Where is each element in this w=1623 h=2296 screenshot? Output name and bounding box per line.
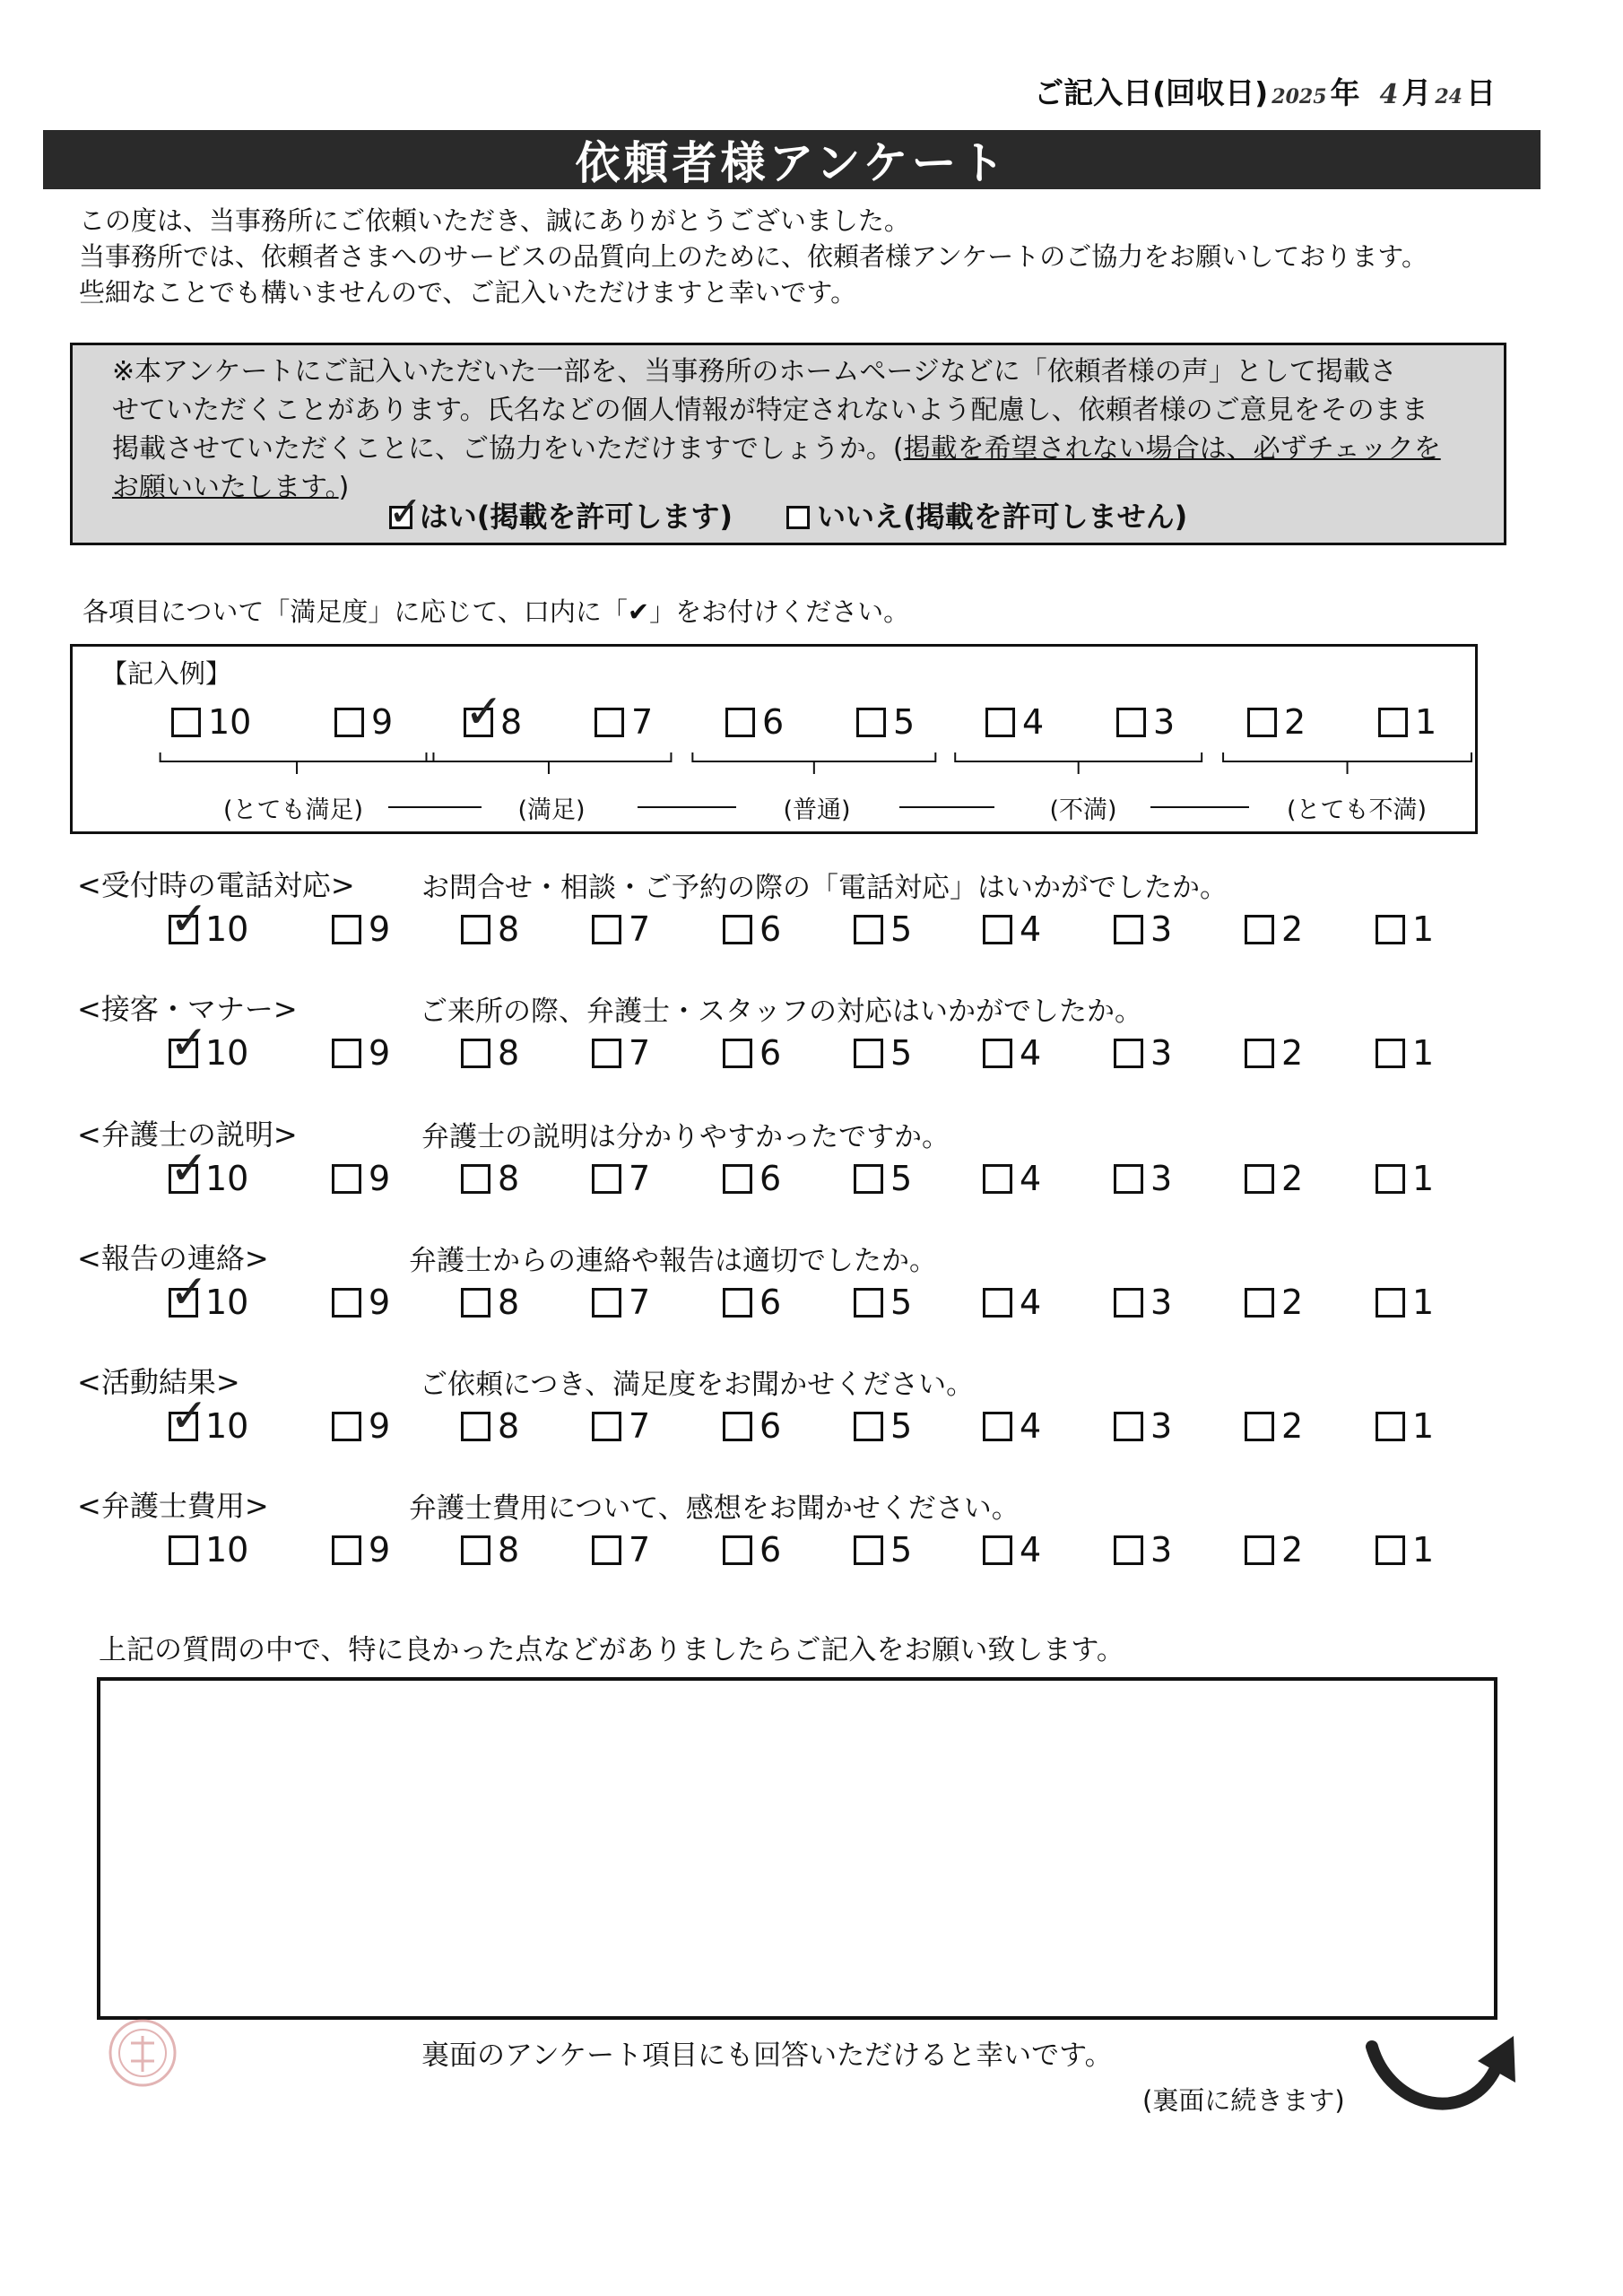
checkbox-icon[interactable]	[983, 1039, 1012, 1068]
rating-option-10[interactable]	[169, 1530, 248, 1570]
rating-option-label: 8	[500, 702, 523, 742]
rating-option-4[interactable]	[983, 1406, 1041, 1446]
checkbox-icon[interactable]	[723, 915, 752, 944]
notice-underlined-text: お願いいたします。	[112, 472, 339, 503]
rating-option-4[interactable]	[985, 702, 1044, 742]
rating-option-label: 4	[1020, 1159, 1042, 1198]
rating-option-2[interactable]	[1245, 1033, 1303, 1073]
rating-option-5[interactable]	[854, 1159, 912, 1198]
rating-option-label: 7	[629, 1159, 651, 1198]
checkbox-icon[interactable]	[1376, 1039, 1405, 1068]
example-title: 【記入例】	[101, 658, 232, 689]
rating-option-label: 4	[1020, 1033, 1042, 1073]
rating-option-label: 4	[1020, 1530, 1042, 1570]
checkbox-icon[interactable]	[723, 1164, 752, 1194]
rating-option-10[interactable]	[169, 1388, 249, 1446]
rating-option-6[interactable]	[723, 1033, 781, 1073]
rating-option-2[interactable]	[1245, 1406, 1303, 1446]
publication-consent-box	[70, 343, 1506, 545]
rating-option-label: 7	[631, 702, 654, 742]
rating-option-3[interactable]	[1114, 909, 1172, 949]
checkbox-icon[interactable]	[1245, 1039, 1274, 1068]
checkbox-icon[interactable]	[332, 1164, 361, 1194]
rating-option-label: 10	[205, 909, 249, 949]
checkbox-icon[interactable]	[1114, 1288, 1143, 1318]
rating-option-label: 2	[1281, 1283, 1304, 1322]
checkmark-icon: ✓	[169, 1388, 209, 1443]
continue-note: (裏面に続きます)	[1142, 2085, 1345, 2116]
checkbox-icon[interactable]	[1114, 1535, 1143, 1565]
day-value[interactable]: 24	[1435, 85, 1462, 109]
rating-option-3[interactable]	[1114, 1159, 1172, 1198]
comment-textarea[interactable]	[97, 1677, 1497, 2020]
rating-option-3[interactable]	[1116, 702, 1175, 742]
rating-option-3[interactable]	[1114, 1283, 1172, 1322]
rating-option-1[interactable]	[1376, 909, 1434, 949]
checkbox-icon[interactable]	[1114, 915, 1143, 944]
rating-option-label: 1	[1412, 1033, 1435, 1073]
day-unit: 日	[1466, 75, 1496, 110]
rating-option-3[interactable]	[1114, 1406, 1172, 1446]
rating-option-label: 9	[369, 1033, 391, 1073]
question-heading: <弁護士費用>	[77, 1489, 269, 1523]
page-title: 依頼者様アンケート	[575, 137, 1009, 189]
question-rating-row	[0, 891, 1623, 954]
checkbox-icon[interactable]	[854, 1288, 883, 1318]
rating-option-7[interactable]	[592, 1283, 650, 1322]
rating-option-9[interactable]	[332, 1159, 390, 1198]
checkbox-icon[interactable]	[461, 1039, 490, 1068]
rating-option-label: 3	[1150, 1033, 1173, 1073]
rating-option-9[interactable]	[332, 1033, 390, 1073]
rating-option-5[interactable]	[854, 1033, 912, 1073]
rating-option-label: 6	[759, 1530, 782, 1570]
rating-option-label: 10	[205, 1406, 249, 1446]
rating-option-label: 5	[890, 909, 913, 949]
rating-option-6[interactable]	[723, 1530, 781, 1570]
rating-option-label: 5	[893, 702, 916, 742]
rating-option-6[interactable]	[725, 702, 784, 742]
scale-connector	[1150, 806, 1249, 808]
date-line	[1034, 70, 1496, 112]
rating-option-label: 6	[759, 1033, 782, 1073]
consent-no[interactable]	[786, 498, 1187, 536]
rating-option-label: 8	[498, 1406, 520, 1446]
rating-option-label: 5	[890, 1530, 913, 1570]
checkbox-icon[interactable]	[723, 1535, 752, 1565]
rating-option-4[interactable]	[983, 909, 1041, 949]
bracket-satisfied	[426, 752, 671, 774]
rating-option-label: 6	[759, 1283, 782, 1322]
rating-option-10[interactable]	[169, 891, 249, 949]
rating-option-9[interactable]	[332, 1530, 390, 1570]
rating-option-label: 10	[205, 1283, 249, 1322]
rating-option-8[interactable]	[461, 1406, 519, 1446]
checkbox-icon[interactable]	[461, 1164, 490, 1194]
question-heading: <報告の連絡>	[77, 1241, 269, 1275]
rating-option-label: 5	[890, 1159, 913, 1198]
rating-option-9[interactable]	[332, 1406, 390, 1446]
rating-option-label: 4	[1020, 909, 1042, 949]
consent-yes-label: はい(掲載を許可します)	[419, 500, 733, 534]
rating-option-label: 7	[629, 909, 651, 949]
checkbox-icon[interactable]	[1114, 1164, 1143, 1194]
rating-option-10[interactable]	[169, 1265, 249, 1322]
rating-option-label: 8	[498, 1159, 520, 1198]
rating-option-label: 1	[1415, 702, 1437, 742]
rating-option-1[interactable]	[1376, 1530, 1434, 1570]
checkbox-icon[interactable]	[854, 1535, 883, 1565]
scale-connector	[638, 806, 736, 808]
rating-option-8[interactable]	[461, 909, 519, 949]
scale-label: (普通)	[783, 796, 851, 824]
rating-option-2[interactable]	[1245, 1530, 1303, 1570]
notice-line	[112, 430, 1468, 468]
checkbox-icon[interactable]	[854, 1039, 883, 1068]
checkbox-icon[interactable]	[464, 684, 504, 739]
checkbox-icon[interactable]	[169, 1015, 209, 1070]
rating-option-5[interactable]	[854, 1406, 912, 1446]
checkbox-icon[interactable]	[461, 1288, 490, 1318]
rating-option-label: 10	[205, 1033, 249, 1073]
question-rating-row	[0, 1265, 1623, 1327]
checkbox-icon[interactable]	[723, 1039, 752, 1068]
bracket-very-dissatisfied	[1223, 752, 1471, 774]
rating-option-2[interactable]	[1245, 909, 1303, 949]
checkbox-icon[interactable]	[1245, 1164, 1274, 1194]
checkbox-icon[interactable]	[1245, 1535, 1274, 1565]
checkbox-icon[interactable]	[1376, 1412, 1405, 1441]
intro-line: 当事務所では、依頼者さまへのサービスの品質向上のために、依頼者様アンケートのご協力をお願いしております。	[79, 241, 1428, 272]
rating-option-2[interactable]	[1247, 702, 1306, 742]
rating-option-label: 9	[369, 1406, 391, 1446]
rating-option-8[interactable]	[461, 1283, 519, 1322]
checkmark-icon: ✓	[169, 1141, 209, 1196]
checkbox-icon[interactable]	[723, 1412, 752, 1441]
question-text: 弁護士の説明は分かりやすかったですか。	[421, 1121, 950, 1153]
checkbox-icon[interactable]	[786, 506, 810, 529]
checkbox-icon[interactable]	[387, 486, 423, 535]
checkbox-icon[interactable]	[592, 1412, 621, 1441]
rating-option-label: 2	[1281, 909, 1304, 949]
rating-option-4[interactable]	[983, 1530, 1041, 1570]
checkbox-icon[interactable]	[723, 1288, 752, 1318]
checkbox-icon[interactable]	[592, 1288, 621, 1318]
checkbox-icon[interactable]	[169, 1265, 209, 1319]
rating-option-9[interactable]	[332, 1283, 390, 1322]
checkbox-icon[interactable]	[461, 1535, 490, 1565]
checkbox-icon[interactable]	[1114, 1412, 1143, 1441]
rating-option-label: 6	[762, 702, 785, 742]
scale-connector	[388, 806, 482, 808]
rating-option-label: 2	[1281, 1530, 1304, 1570]
rating-option-label: 3	[1150, 909, 1173, 949]
intro-text	[79, 203, 1549, 310]
checkbox-icon[interactable]	[592, 1164, 621, 1194]
rating-option-label: 3	[1150, 1283, 1173, 1322]
back-side-note: 裏面のアンケート項目にも回答いただけると幸いです。	[421, 2039, 1113, 2072]
rating-option-8[interactable]	[464, 684, 523, 742]
checkbox-icon[interactable]	[983, 1412, 1012, 1441]
rating-option-5[interactable]	[854, 1283, 912, 1322]
rating-option-label: 7	[629, 1283, 651, 1322]
rating-option-8[interactable]	[461, 1530, 519, 1570]
checkbox-icon[interactable]	[169, 1388, 209, 1443]
rating-option-label: 2	[1281, 1406, 1304, 1446]
rating-option-label: 7	[629, 1406, 651, 1446]
date-label: ご記入日(回収日)	[1034, 75, 1269, 110]
notice-line-text: )	[338, 472, 350, 503]
scale-label: (とても満足)	[222, 796, 364, 824]
turn-arrow-icon	[1363, 2029, 1524, 2127]
rating-option-label: 1	[1412, 909, 1435, 949]
seal-stamp-icon	[106, 2016, 179, 2090]
checkbox-icon[interactable]	[169, 1141, 209, 1196]
checkbox-icon[interactable]	[1378, 708, 1408, 737]
rating-option-7[interactable]	[592, 1033, 650, 1073]
rating-option-label: 3	[1150, 1159, 1173, 1198]
rating-option-label: 6	[759, 909, 782, 949]
checkbox-icon[interactable]	[854, 1412, 883, 1441]
rating-option-label: 6	[759, 1159, 782, 1198]
checkbox-icon[interactable]	[983, 1535, 1012, 1565]
rating-option-label: 10	[205, 1159, 249, 1198]
notice-line-text: 掲載させていただくことに、ご協力をいただけますでしょうか。(	[112, 433, 904, 465]
rating-option-8[interactable]	[461, 1159, 519, 1198]
rating-option-2[interactable]	[1245, 1159, 1303, 1198]
checkbox-icon[interactable]	[1376, 1164, 1405, 1194]
month-unit: 月	[1402, 75, 1432, 110]
question-text: ご依頼につき、満足度をお聞かせください。	[420, 1369, 975, 1401]
rating-option-2[interactable]	[1245, 1283, 1303, 1322]
scale-label: (とても不満)	[1286, 796, 1428, 824]
checkbox-icon[interactable]	[856, 708, 886, 737]
checkbox-icon[interactable]	[1245, 1412, 1274, 1441]
checkbox-icon[interactable]	[1245, 915, 1274, 944]
question-rating-row	[0, 1530, 1623, 1575]
bracket-very-satisfied	[161, 752, 434, 774]
rating-option-label: 9	[369, 1159, 391, 1198]
rating-option-7[interactable]	[592, 1530, 650, 1570]
rating-option-label: 5	[890, 1406, 913, 1446]
checkbox-icon[interactable]	[332, 1039, 361, 1068]
rating-option-1[interactable]	[1376, 1033, 1434, 1073]
checkbox-icon[interactable]	[592, 1039, 621, 1068]
checkbox-icon[interactable]	[983, 1288, 1012, 1318]
title-banner	[43, 130, 1541, 189]
question-heading: <弁護士の説明>	[77, 1118, 298, 1152]
question-heading: <接客・マナー>	[77, 992, 298, 1026]
question-rating-row	[0, 1388, 1623, 1451]
rating-option-label: 8	[498, 1033, 520, 1073]
question-rating-row	[0, 1015, 1623, 1078]
checkmark-icon: ✓	[169, 891, 209, 946]
question-heading: <活動結果>	[77, 1365, 240, 1399]
bracket-neutral	[692, 752, 935, 774]
checkbox-icon[interactable]	[332, 1288, 361, 1318]
checkbox-icon[interactable]	[171, 708, 201, 737]
rating-option-7[interactable]	[592, 909, 650, 949]
year-unit: 年	[1330, 75, 1360, 110]
checkbox-icon[interactable]	[1247, 708, 1277, 737]
rating-option-5[interactable]	[854, 1530, 912, 1570]
question-rating-row	[0, 1141, 1623, 1204]
rating-instruction: 各項目について「満足度」に応じて、口内に「✔」をお付けください。	[82, 596, 910, 627]
rating-option-label: 3	[1150, 1406, 1173, 1446]
rating-option-7[interactable]	[592, 1159, 650, 1198]
checkbox-icon[interactable]	[169, 891, 209, 946]
rating-option-3[interactable]	[1114, 1530, 1172, 1570]
example-scale-row	[73, 684, 1475, 747]
rating-option-6[interactable]	[723, 909, 781, 949]
checkbox-icon[interactable]	[332, 1535, 361, 1565]
rating-option-label: 1	[1412, 1406, 1435, 1446]
rating-option-label: 1	[1412, 1283, 1435, 1322]
intro-line: この度は、当事務所にご依頼いただき、誠にありがとうございました。	[79, 205, 910, 236]
rating-option-1[interactable]	[1378, 702, 1436, 742]
rating-option-7[interactable]	[595, 702, 653, 742]
rating-option-7[interactable]	[592, 1406, 650, 1446]
rating-option-4[interactable]	[983, 1283, 1041, 1322]
checkbox-icon[interactable]	[725, 708, 755, 737]
rating-option-label: 4	[1020, 1406, 1042, 1446]
checkbox-icon[interactable]	[983, 1164, 1012, 1194]
checkbox-icon[interactable]	[1114, 1039, 1143, 1068]
question-heading: <受付時の電話対応>	[77, 868, 355, 902]
checkbox-icon[interactable]	[1376, 915, 1405, 944]
checkbox-icon[interactable]	[332, 915, 361, 944]
intro-line: 些細なことでも構いませんので、ご記入いただけますと幸いです。	[79, 277, 857, 308]
rating-option-label: 4	[1022, 702, 1045, 742]
notice-line: ※本アンケートにご記入いただいた一部を、当事務所のホームページなどに「依頼者様の声」として掲載さ	[112, 356, 1397, 387]
example-box	[70, 644, 1478, 834]
rating-option-label: 5	[890, 1033, 913, 1073]
rating-option-label: 3	[1150, 1530, 1173, 1570]
scale-label: (満足)	[517, 796, 586, 824]
scale-connector	[899, 806, 994, 808]
rating-option-3[interactable]	[1114, 1033, 1172, 1073]
rating-option-label: 2	[1281, 1159, 1304, 1198]
question-text: 弁護士からの連絡や報告は適切でしたか。	[409, 1245, 937, 1277]
rating-option-label: 9	[371, 702, 394, 742]
rating-option-9[interactable]	[332, 909, 390, 949]
rating-option-label: 1	[1412, 1530, 1435, 1570]
checkbox-icon[interactable]	[592, 915, 621, 944]
checkmark-icon: ✓	[387, 486, 423, 535]
checkbox-icon[interactable]	[854, 915, 883, 944]
rating-option-4[interactable]	[983, 1159, 1041, 1198]
checkbox-icon[interactable]	[1245, 1288, 1274, 1318]
rating-option-label: 8	[498, 1283, 520, 1322]
notice-line: せていただくことがあります。氏名などの個人情報が特定されないよう配慮し、依頼者様のご意見をそのまま	[112, 395, 1428, 426]
checkmark-icon: ✓	[169, 1265, 209, 1319]
rating-option-5[interactable]	[854, 909, 912, 949]
rating-option-1[interactable]	[1376, 1406, 1434, 1446]
checkbox-icon[interactable]	[592, 1535, 621, 1565]
bracket-dissatisfied	[955, 752, 1202, 774]
checkbox-icon[interactable]	[1376, 1288, 1405, 1318]
rating-option-10[interactable]	[169, 1141, 249, 1198]
rating-option-label: 1	[1412, 1159, 1435, 1198]
checkbox-icon[interactable]	[595, 708, 624, 737]
checkmark-icon: ✓	[464, 684, 504, 739]
rating-option-label: 7	[629, 1530, 651, 1570]
rating-option-1[interactable]	[1376, 1283, 1434, 1322]
rating-option-4[interactable]	[983, 1033, 1041, 1073]
rating-option-label: 10	[205, 1530, 249, 1570]
consent-yes[interactable]	[387, 486, 733, 536]
rating-option-6[interactable]	[723, 1406, 781, 1446]
checkbox-icon[interactable]	[1116, 708, 1146, 737]
notice-underlined-text: 掲載を希望されない場合は、必ずチェックを	[903, 433, 1441, 465]
rating-option-label: 8	[498, 1530, 520, 1570]
checkbox-icon[interactable]	[985, 708, 1015, 737]
checkbox-icon[interactable]	[1376, 1535, 1405, 1565]
rating-option-label: 3	[1153, 702, 1176, 742]
scale-label: (不満)	[1049, 796, 1117, 824]
checkmark-icon: ✓	[169, 1015, 209, 1070]
checkbox-icon[interactable]	[334, 708, 364, 737]
rating-option-label: 9	[369, 1530, 391, 1570]
rating-option-5[interactable]	[856, 702, 915, 742]
rating-option-9[interactable]	[334, 702, 393, 742]
checkbox-icon[interactable]	[854, 1164, 883, 1194]
scale-brackets	[73, 749, 1475, 785]
comment-prompt: 上記の質問の中で、特に良かった点などがありましたらご記入をお願い致します。	[99, 1634, 1124, 1666]
rating-option-8[interactable]	[461, 1033, 519, 1073]
checkbox-icon[interactable]	[169, 1535, 198, 1565]
rating-option-label: 6	[759, 1406, 782, 1446]
checkbox-icon[interactable]	[461, 1412, 490, 1441]
rating-option-6[interactable]	[723, 1159, 781, 1198]
rating-option-10[interactable]	[169, 1015, 249, 1073]
rating-option-label: 7	[629, 1033, 651, 1073]
question-text: お問合せ・相談・ご予約の際の「電話対応」はいかがでしたか。	[421, 872, 1228, 904]
rating-option-label: 4	[1020, 1283, 1042, 1322]
rating-option-label: 9	[369, 1283, 391, 1322]
question-text: 弁護士費用について、感想をお聞かせください。	[409, 1492, 1020, 1525]
rating-option-label: 5	[890, 1283, 913, 1322]
rating-option-1[interactable]	[1376, 1159, 1434, 1198]
checkbox-icon[interactable]	[332, 1412, 361, 1441]
month-value[interactable]: 4	[1379, 79, 1399, 110]
checkbox-icon[interactable]	[983, 915, 1012, 944]
rating-option-6[interactable]	[723, 1283, 781, 1322]
checkbox-icon[interactable]	[461, 915, 490, 944]
year-value[interactable]: 2025	[1271, 85, 1327, 109]
consent-no-label: いいえ(掲載を許可しません)	[817, 500, 1188, 534]
rating-option-label: 8	[498, 909, 520, 949]
rating-option-label: 2	[1281, 1033, 1304, 1073]
question-text: ご来所の際、弁護士・スタッフの対応はいかがでしたか。	[420, 996, 1142, 1028]
rating-option-label: 2	[1284, 702, 1306, 742]
rating-option-label: 9	[369, 909, 391, 949]
rating-option-label: 10	[208, 702, 252, 742]
rating-option-10[interactable]	[171, 702, 251, 742]
